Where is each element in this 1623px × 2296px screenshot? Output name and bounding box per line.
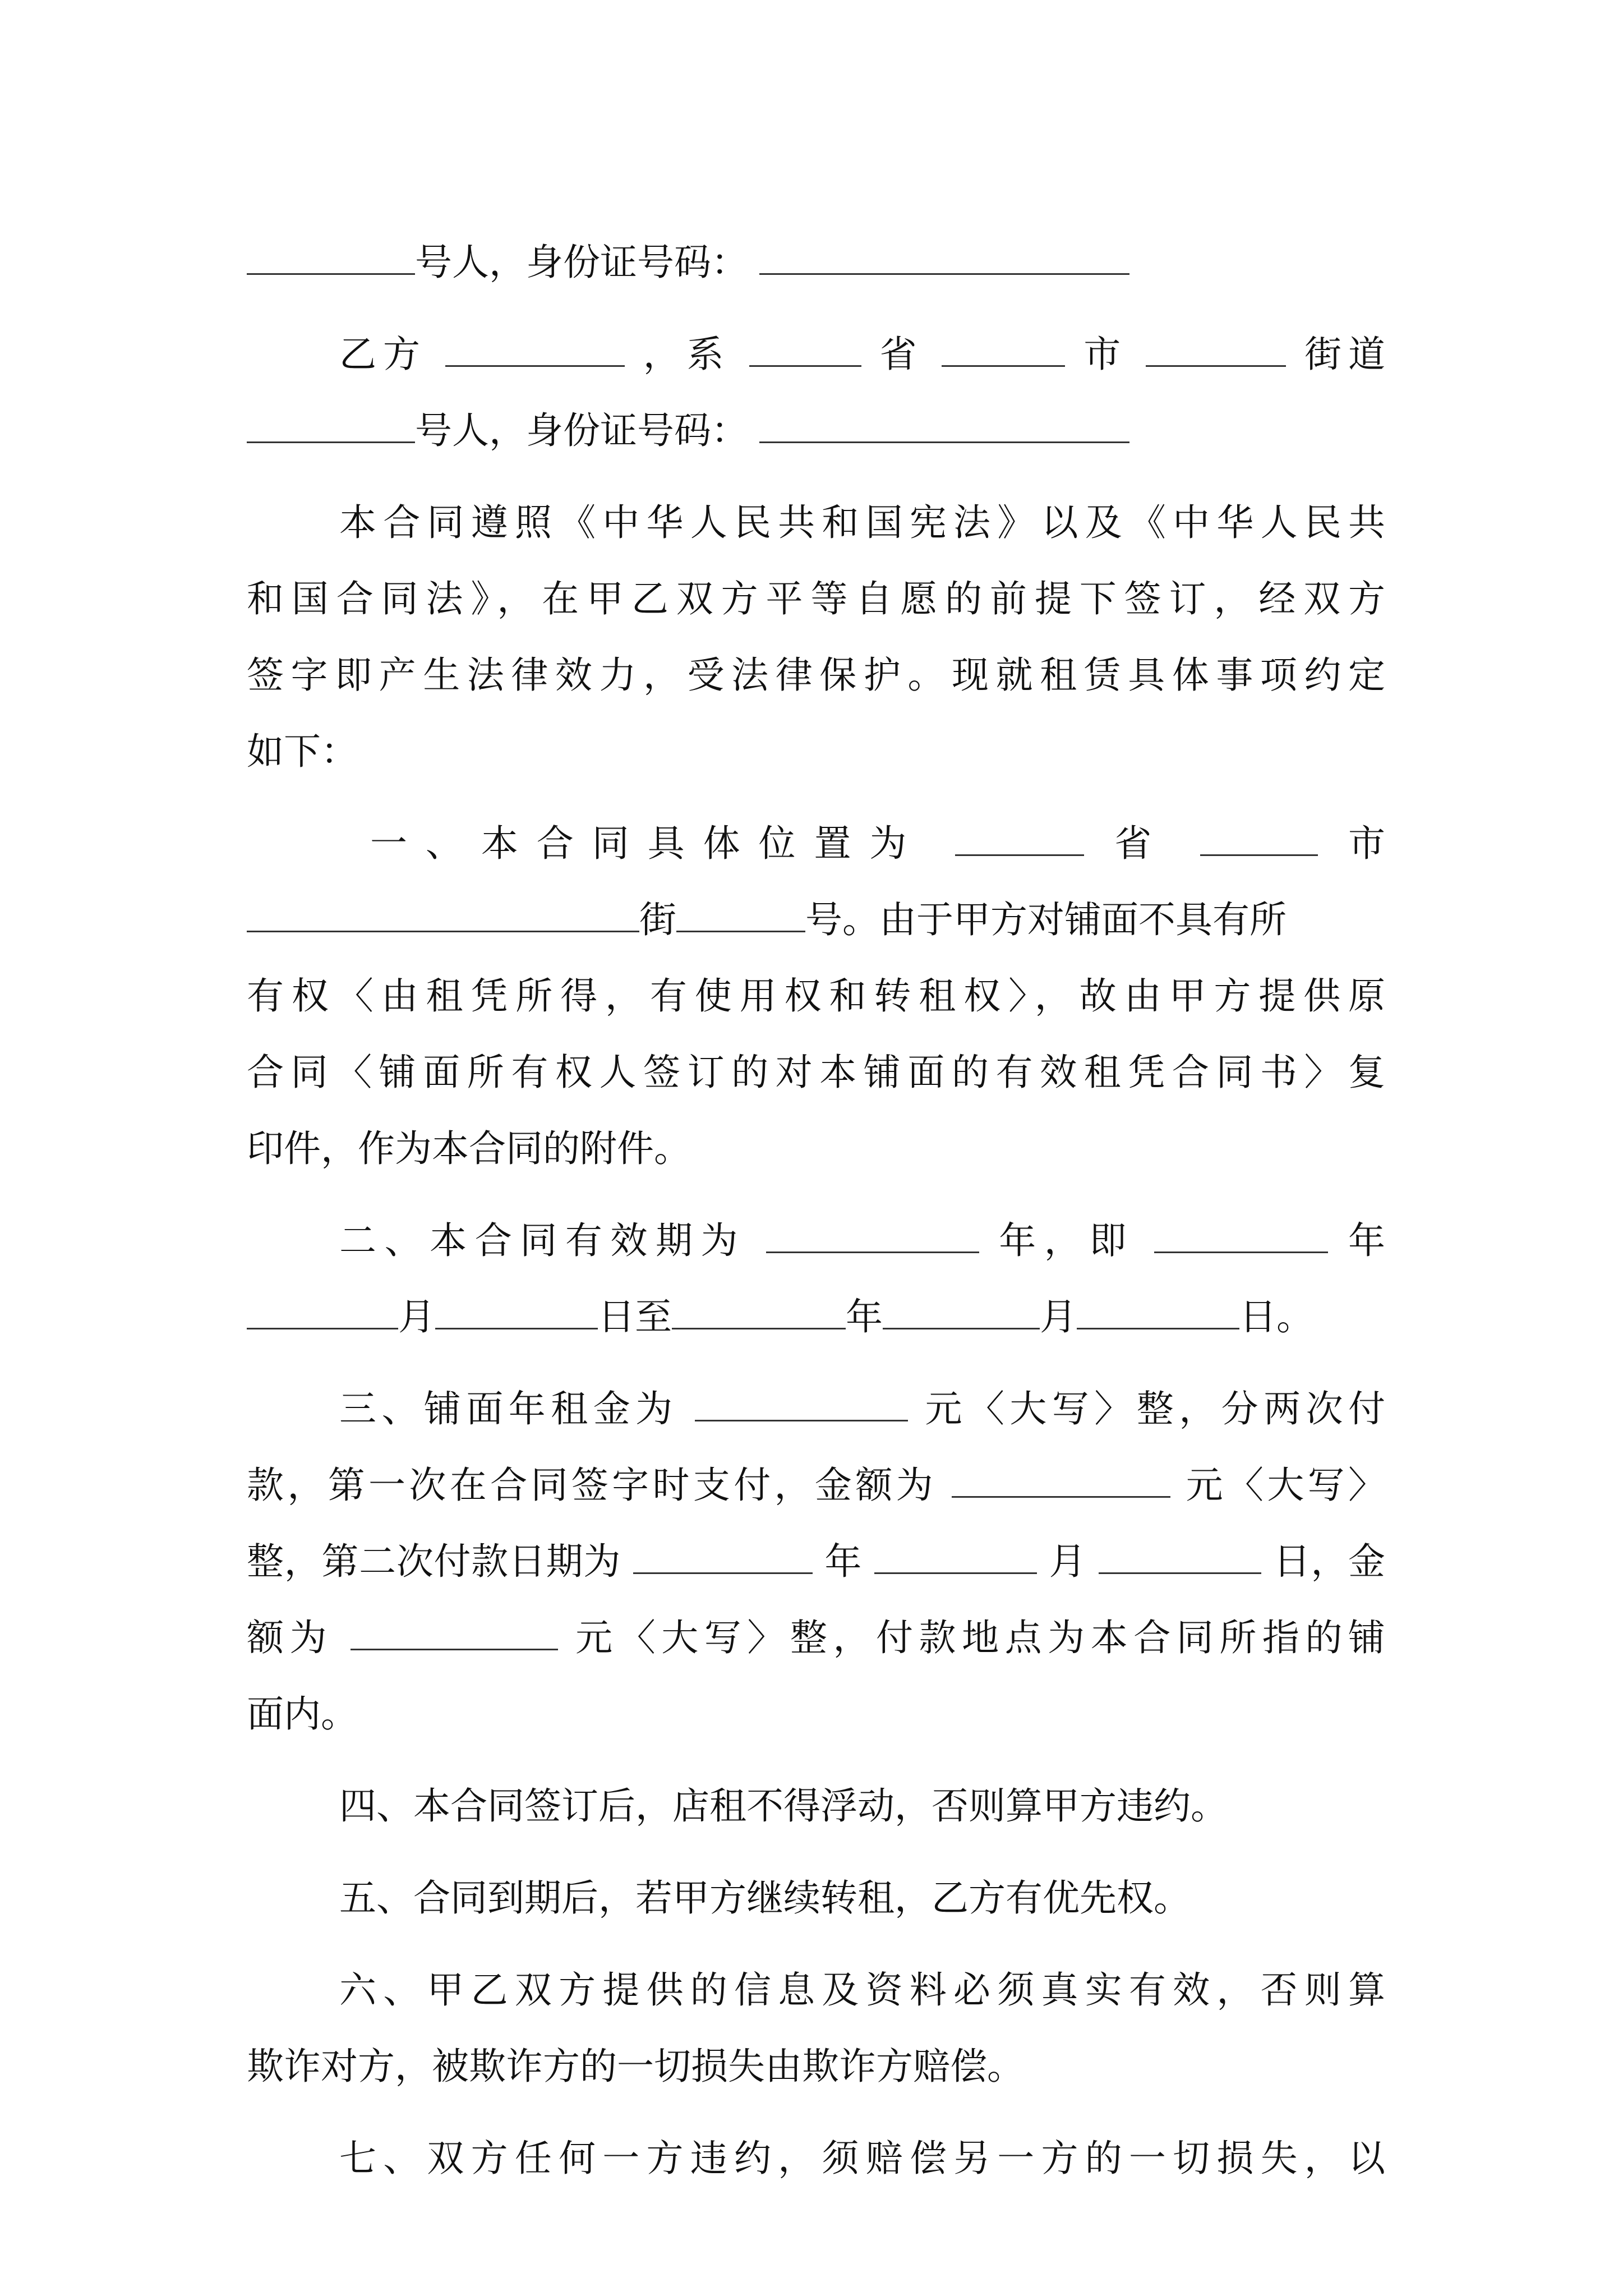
clause1-street-label: 街: [639, 898, 676, 941]
party-b-label: 乙方: [339, 333, 427, 376]
clause3-line-5: 面内。: [247, 1692, 358, 1736]
clause3-yuan3-label: 元〈大写〉整，付款地点为本合同所指的铺: [575, 1616, 1385, 1659]
blank-clause1-number[interactable]: [676, 901, 805, 932]
clause2-day-to-label: 日至: [598, 1295, 672, 1338]
clause3-line4-prefix: 额为: [247, 1616, 333, 1659]
clause1-line-1: [247, 806, 1385, 882]
clause1-number-label: 号。由于甲方对铺面不具有所: [805, 898, 1287, 941]
blank-party-b-street[interactable]: [1146, 336, 1286, 367]
clause2-day-end-label: 日。: [1239, 1295, 1313, 1338]
clause1-city-label: 市: [1348, 822, 1385, 865]
blank-party-b-province[interactable]: [749, 336, 861, 367]
clause2-month-label: 月: [398, 1295, 435, 1338]
blank-party-b-number[interactable]: [247, 412, 415, 443]
blank-clause3-pay-day[interactable]: [1099, 1543, 1261, 1574]
blank-clause1-province[interactable]: [955, 825, 1084, 856]
blank-clause2-duration[interactable]: [766, 1222, 979, 1253]
clause2-year2-label: 年: [1348, 1219, 1385, 1262]
blank-clause2-end-month[interactable]: [883, 1299, 1040, 1329]
clause2-month2-label: 月: [1040, 1295, 1077, 1338]
clause3-yuan1-label: 元〈大写〉整，分两次付: [925, 1387, 1385, 1430]
contract-page: [247, 224, 1385, 2197]
clause1-line-2: [247, 882, 1385, 958]
party-b-province-label: 省: [879, 333, 924, 376]
clause3-line-4: [247, 1600, 1385, 1676]
party-b-sep: ，系: [643, 333, 731, 376]
clause2-year-label: 年，即: [999, 1219, 1135, 1262]
clause3-yuan2-label: 元〈大写〉: [1186, 1464, 1385, 1507]
clause3-prefix: 三、铺面年租金为: [339, 1387, 678, 1430]
blank-clause1-street[interactable]: [247, 901, 639, 932]
blank-clause1-city[interactable]: [1200, 825, 1318, 856]
clause4-line: 四、本合同签订后，店租不得浮动，否则算甲方违约。: [339, 1784, 1228, 1828]
clause5-line: 五、合同到期后，若甲方继续转租，乙方有优先权。: [339, 1876, 1191, 1920]
clause2-year3-label: 年: [846, 1295, 883, 1338]
clause2-prefix: 二、本合同有效期为: [339, 1219, 746, 1262]
clause3-line-1: [247, 1371, 1385, 1447]
party-a-id-label: 号人，身份证号码：: [415, 241, 748, 284]
party-b-id-label: 号人，身份证号码：: [415, 409, 748, 452]
clause1-line-4: 合同〈铺面所有权人签订的对本铺面的有效租凭合同书〉复: [247, 1051, 1385, 1094]
blank-clause3-first-amount[interactable]: [952, 1467, 1170, 1498]
blank-party-b-id[interactable]: [759, 412, 1129, 443]
blank-clause3-annual-rent[interactable]: [695, 1391, 908, 1421]
party-b-id-line: [247, 393, 1385, 469]
blank-clause3-second-amount[interactable]: [351, 1619, 558, 1650]
blank-clause2-end-year[interactable]: [672, 1299, 846, 1329]
blank-clause2-start-month[interactable]: [247, 1299, 398, 1329]
preamble-line-3: 签字即产生法律效力，受法律保护。现就租赁具体事项约定: [247, 654, 1385, 697]
clause3-line-2: [247, 1447, 1385, 1524]
clause3-line2-prefix: 款，第一次在合同签字时支付，金额为: [247, 1464, 937, 1507]
blank-clause3-pay-month[interactable]: [874, 1543, 1037, 1574]
clause1-line-5: 印件，作为本合同的附件。: [247, 1127, 691, 1170]
preamble-line-2: 和国合同法》，在甲乙双方平等自愿的前提下签订，经双方: [247, 577, 1385, 620]
clause2-line-1: [247, 1203, 1385, 1279]
clause3-day-label: 日，金: [1273, 1540, 1385, 1583]
blank-clause3-pay-year[interactable]: [633, 1543, 813, 1574]
clause3-month-label: 月: [1049, 1540, 1087, 1583]
blank-party-a-number[interactable]: [247, 244, 415, 275]
clause6-line-1: 六、甲乙双方提供的信息及资料必须真实有效，否则算: [339, 1968, 1385, 2012]
clause2-line-2: [247, 1279, 1385, 1355]
party-b-street-label: 街道: [1304, 333, 1385, 376]
preamble-line-4: 如下：: [247, 730, 358, 773]
clause1-prefix: 一、本合同具体位置为: [370, 822, 925, 865]
clause1-line-3: 有权〈由租凭所得，有使用权和转租权〉，故由甲方提供原: [247, 974, 1385, 1018]
blank-party-a-id[interactable]: [759, 244, 1129, 275]
clause3-year-label: 年: [824, 1540, 863, 1583]
clause1-province-label: 省: [1114, 822, 1170, 865]
blank-clause2-end-day[interactable]: [1077, 1299, 1239, 1329]
blank-clause2-start-year[interactable]: [1154, 1222, 1328, 1253]
clause7-line-1: 七、双方任何一方违约，须赔偿另一方的一切损失，以: [339, 2137, 1385, 2180]
party-b-city-label: 市: [1083, 333, 1128, 376]
blank-clause2-start-day[interactable]: [435, 1299, 598, 1329]
party-a-id-line: [247, 224, 1385, 301]
blank-party-b-city[interactable]: [942, 336, 1065, 367]
preamble-line-1: 本合同遵照《中华人民共和国宪法》以及《中华人民共: [339, 501, 1385, 544]
clause3-line-3: [247, 1524, 1385, 1600]
blank-party-b-name[interactable]: [445, 336, 625, 367]
clause6-line-2: 欺诈对方，被欺诈方的一切损失由欺诈方赔偿。: [247, 2045, 1024, 2088]
party-b-line: [247, 316, 1385, 393]
clause3-line3-prefix: 整，第二次付款日期为: [247, 1540, 621, 1583]
